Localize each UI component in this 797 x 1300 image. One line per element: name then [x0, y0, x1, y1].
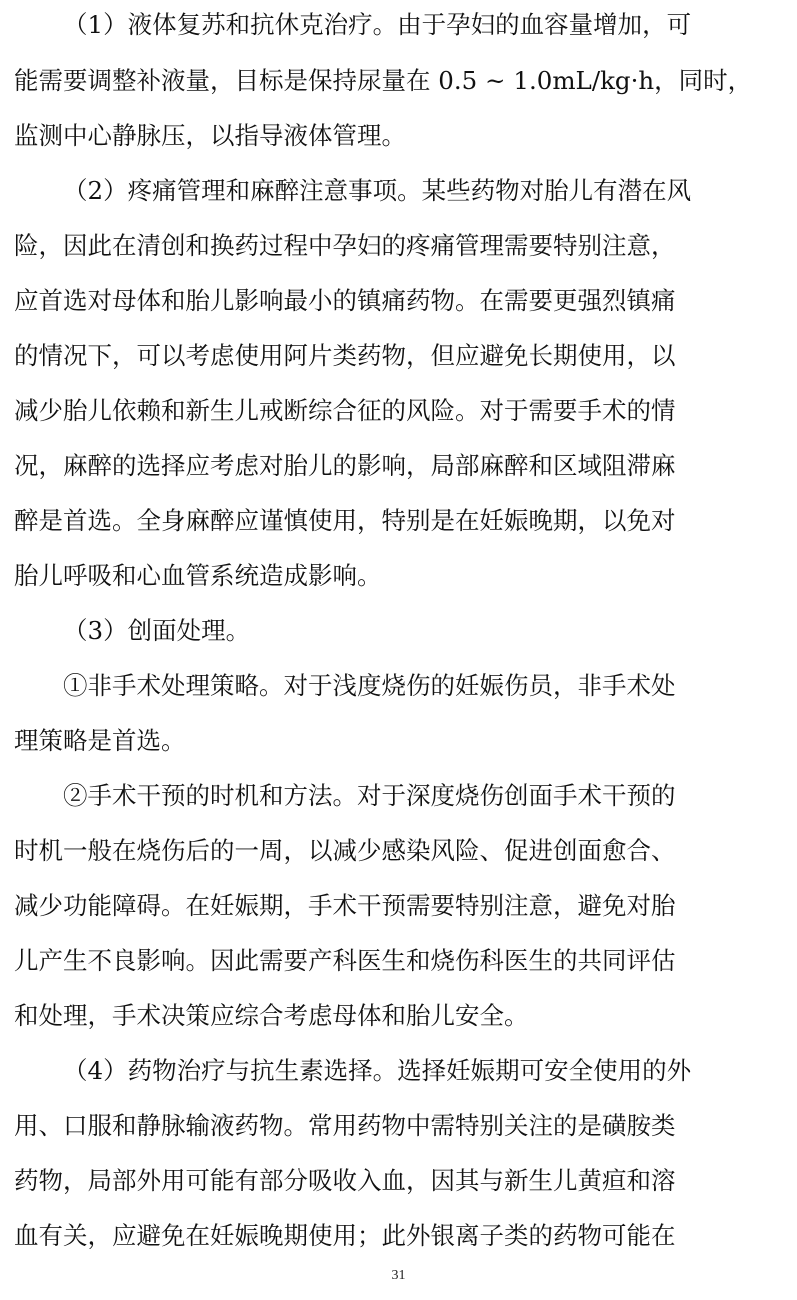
text-line: 应首选对母体和胎儿影响最小的镇痛药物。在需要更强烈镇痛 — [14, 286, 676, 315]
text-line: （4）药物治疗与抗生素选择。选择妊娠期可安全使用的外 — [63, 1056, 692, 1085]
page-number: 31 — [391, 1268, 406, 1283]
text-line: 能需要调整补液量，目标是保持尿量在 0.5 ~ 1.0mL/kg·h，同时， — [14, 66, 753, 95]
text-line: 的情况下，可以考虑使用阿片类药物，但应避免长期使用，以 — [14, 341, 676, 370]
text-line: 血有关，应避免在妊娠晚期使用；此外银离子类的药物可能在 — [14, 1221, 676, 1250]
text-line: 胎儿呼吸和心血管系统造成影响。 — [14, 561, 382, 590]
text-line: ②手术干预的时机和方法。对于深度烧伤创面手术干预的 — [63, 781, 676, 810]
text-line: （1）液体复苏和抗休克治疗。由于孕妇的血容量增加，可 — [63, 10, 692, 39]
text-line: 况，麻醉的选择应考虑对胎儿的影响，局部麻醉和区域阻滞麻 — [14, 451, 676, 480]
text-line: 醉是首选。全身麻醉应谨慎使用，特别是在妊娠晚期，以免对 — [14, 506, 676, 535]
text-line: 用、口服和静脉输液药物。常用药物中需特别关注的是磺胺类 — [14, 1111, 676, 1140]
text-line: 时机一般在烧伤后的一周，以减少感染风险、促进创面愈合、 — [14, 836, 676, 865]
text-line: 险，因此在清创和换药过程中孕妇的疼痛管理需要特别注意， — [14, 231, 676, 260]
document-body — [14, 0, 784, 1263]
text-line: ①非手术处理策略。对于浅度烧伤的妊娠伤员，非手术处 — [63, 671, 676, 700]
text-line: 监测中心静脉压，以指导液体管理。 — [14, 121, 406, 150]
text-line: （2）疼痛管理和麻醉注意事项。某些药物对胎儿有潜在风 — [63, 176, 692, 205]
text-line: 理策略是首选。 — [14, 726, 186, 755]
text-line: （3）创面处理。 — [63, 616, 251, 645]
text-line: 减少胎儿依赖和新生儿戒断综合征的风险。对于需要手术的情 — [14, 396, 676, 425]
text-line: 儿产生不良影响。因此需要产科医生和烧伤科医生的共同评估 — [14, 946, 676, 975]
text-line: 减少功能障碍。在妊娠期，手术干预需要特别注意，避免对胎 — [14, 891, 676, 920]
text-line: 药物，局部外用可能有部分吸收入血，因其与新生儿黄疸和溶 — [14, 1166, 676, 1195]
text-line: 和处理，手术决策应综合考虑母体和胎儿安全。 — [14, 1001, 529, 1030]
